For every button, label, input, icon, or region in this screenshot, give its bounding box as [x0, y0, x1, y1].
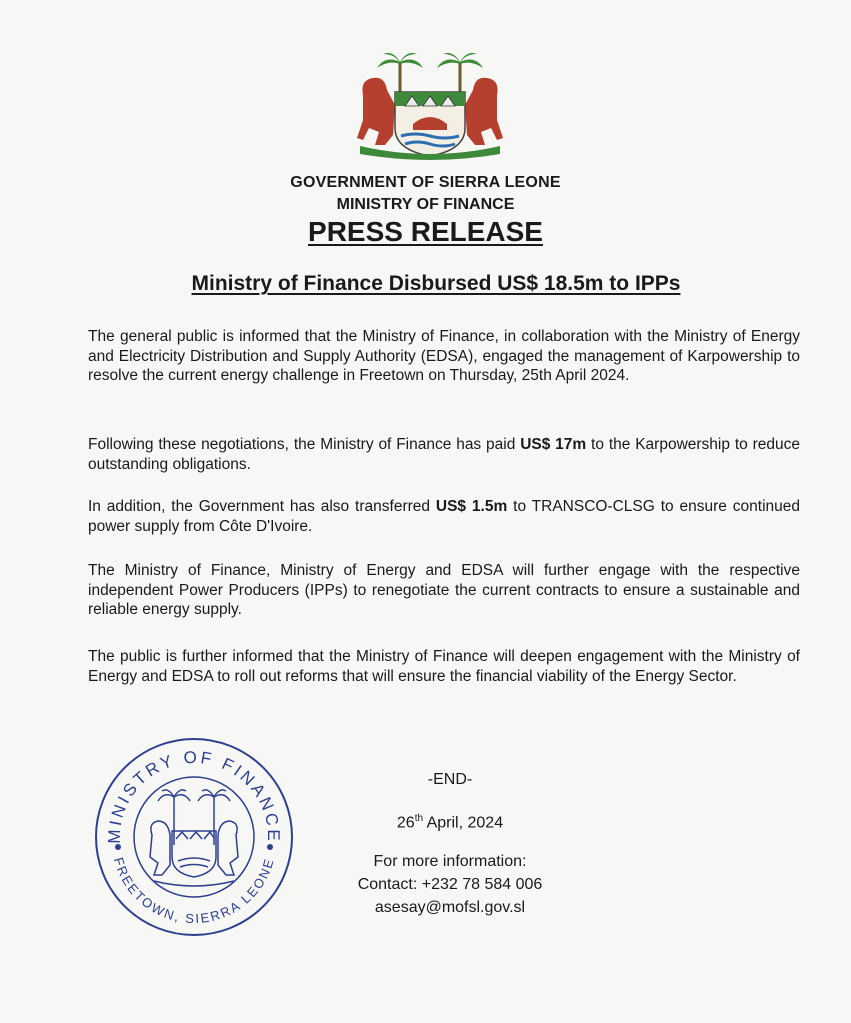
paragraph-3-text-b: to TRANSCO-CLSG to ensure continued power supply from Côte D'Ivoire.	[88, 498, 800, 535]
release-date	[330, 813, 570, 832]
release-date-day: 26	[396, 814, 415, 832]
ministry-seal-icon	[92, 735, 297, 940]
coat-of-arms-icon	[355, 50, 505, 160]
paragraph-2-text-a: Following these negotiations, the Ministry of Finance has paid	[88, 436, 521, 453]
ministry-heading: MINISTRY OF FINANCE	[336, 196, 515, 213]
more-info-label: For more information:	[373, 853, 527, 870]
government-heading: GOVERNMENT OF SIERRA LEONE	[290, 174, 561, 191]
press-release-title: PRESS RELEASE	[308, 216, 543, 247]
paragraph-3	[88, 497, 800, 536]
paragraph-2-amount: US$ 17m	[520, 436, 587, 453]
contact-phone: Contact: +232 78 584 006	[357, 876, 543, 893]
paragraph-4: The Ministry of Finance, Ministry of Energy and EDSA will further engage with the respective independent Power Producers (IPPs) to renegotiate the current contracts to ensure a sustainable and reliable energy supply.	[88, 562, 800, 618]
paragraph-2-text-b: to the Karpowership to reduce outstanding obligations.	[88, 436, 800, 473]
release-date-suffix: th	[414, 813, 424, 824]
contact-email: asesay@mofsl.gov.sl	[374, 899, 526, 916]
paragraph-5: The public is further informed that the Ministry of Finance will deepen engagement with the Ministry of Energy and EDSA to roll out reforms that will ensure the financial viability of the Energy Sector.	[88, 648, 800, 685]
seal-bottom-text: FREETOWN, SIERRA LEONE	[110, 855, 278, 927]
end-marker: -END-	[427, 771, 473, 788]
paragraph-3-amount: US$ 1.5m	[435, 498, 508, 515]
paragraph-2	[88, 435, 800, 474]
seal-top-text: MINISTRY OF FINANCE	[104, 747, 284, 844]
headline: Ministry of Finance Disbursed US$ 18.5m to IPPs	[191, 272, 681, 295]
paragraph-3-text-a: In addition, the Government has also transferred	[88, 498, 436, 515]
release-date-rest: April, 2024	[423, 814, 504, 832]
paragraph-1: The general public is informed that the Ministry of Finance, in collaboration with the Ministry of Energy and Electricity Distribution and Supply Authority (EDSA), engaged the management of Karpowership to resolve the current energy challenge in Freetown on Thursday, 25th April 2024.	[88, 328, 800, 384]
